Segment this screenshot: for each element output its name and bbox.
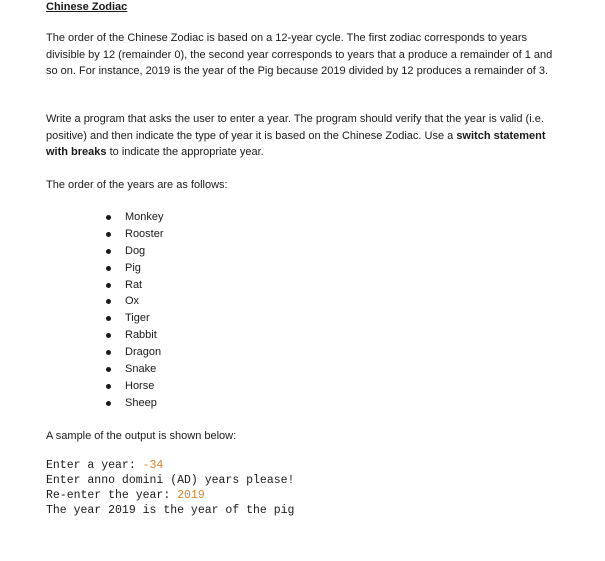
list-item <box>106 378 164 395</box>
instructions-text-end: to indicate the appropriate year. <box>106 146 264 158</box>
list-item-label: Rat <box>125 278 143 291</box>
bullet-icon <box>106 299 111 304</box>
list-item <box>106 209 164 226</box>
list-item <box>106 327 164 344</box>
instructions-paragraph <box>46 111 561 161</box>
order-paragraph: The order of the years are as follows: <box>46 179 228 191</box>
list-item-label: Dog <box>125 244 146 257</box>
bullet-icon <box>106 316 111 321</box>
sample-paragraph: A sample of the output is shown below: <box>46 430 237 442</box>
bullet-icon <box>106 232 111 237</box>
list-item-label: Tiger <box>125 312 150 325</box>
bullet-icon <box>106 283 111 288</box>
list-item-label: Snake <box>125 363 157 376</box>
list-item-label: Monkey <box>125 211 164 223</box>
list-item <box>106 395 164 412</box>
output-user-input: 2019 <box>177 489 205 502</box>
instructions-bold-text: switch statement with breaks <box>46 129 546 158</box>
output-line-3 <box>46 488 294 503</box>
list-item-label: Dragon <box>125 346 162 359</box>
bullet-icon <box>106 384 111 389</box>
output-line-2: Enter anno domini (AD) years please! <box>46 474 295 487</box>
list-item-label: Ox <box>125 295 140 308</box>
output-prompt: Re-enter the year: <box>46 489 178 502</box>
bullet-icon <box>106 350 111 355</box>
list-item <box>106 310 164 327</box>
intro-paragraph: The order of the Chinese Zodiac is based on a 12-year cycle. The first zodiac corresponds to years divisible by 12 (remainder 0), the second year corresponds to years that a produce a remainder of 1 and so on. For instance, 2019 is the year of the Pig because 2019 divided by 12 produces a remainder of 3. <box>46 32 553 77</box>
list-item <box>106 277 164 294</box>
list-item-label: Rooster <box>125 227 164 240</box>
list-item-label: Rabbit <box>125 329 157 342</box>
list-item-label: Horse <box>125 379 155 392</box>
bullet-icon <box>106 333 111 338</box>
output-prompt: Enter a year: <box>46 459 143 472</box>
bullet-icon <box>106 401 111 406</box>
sample-output-block <box>46 458 294 518</box>
instructions-text-start: Write a program that asks the user to enter a year. The program should verify that the year is valid (i.e. positive) and then indicate the type of year it is based on the Chinese Zodiac. Use a <box>46 113 544 142</box>
list-item-label: Sheep <box>125 396 157 409</box>
output-line-4: The year 2019 is the year of the pig <box>46 504 295 517</box>
list-item <box>106 293 164 310</box>
list-item <box>106 243 164 260</box>
bullet-icon <box>106 367 111 372</box>
list-item <box>106 344 164 361</box>
list-item <box>106 260 164 277</box>
output-user-input: -34 <box>142 459 164 472</box>
list-item-label: Pig <box>125 261 141 274</box>
output-line-1 <box>46 458 294 473</box>
bullet-icon <box>106 266 111 271</box>
list-item <box>106 361 164 378</box>
zodiac-list <box>106 209 164 412</box>
document-title: Chinese Zodiac <box>46 1 128 13</box>
list-item <box>106 226 164 243</box>
bullet-icon <box>106 215 111 220</box>
bullet-icon <box>106 249 111 254</box>
